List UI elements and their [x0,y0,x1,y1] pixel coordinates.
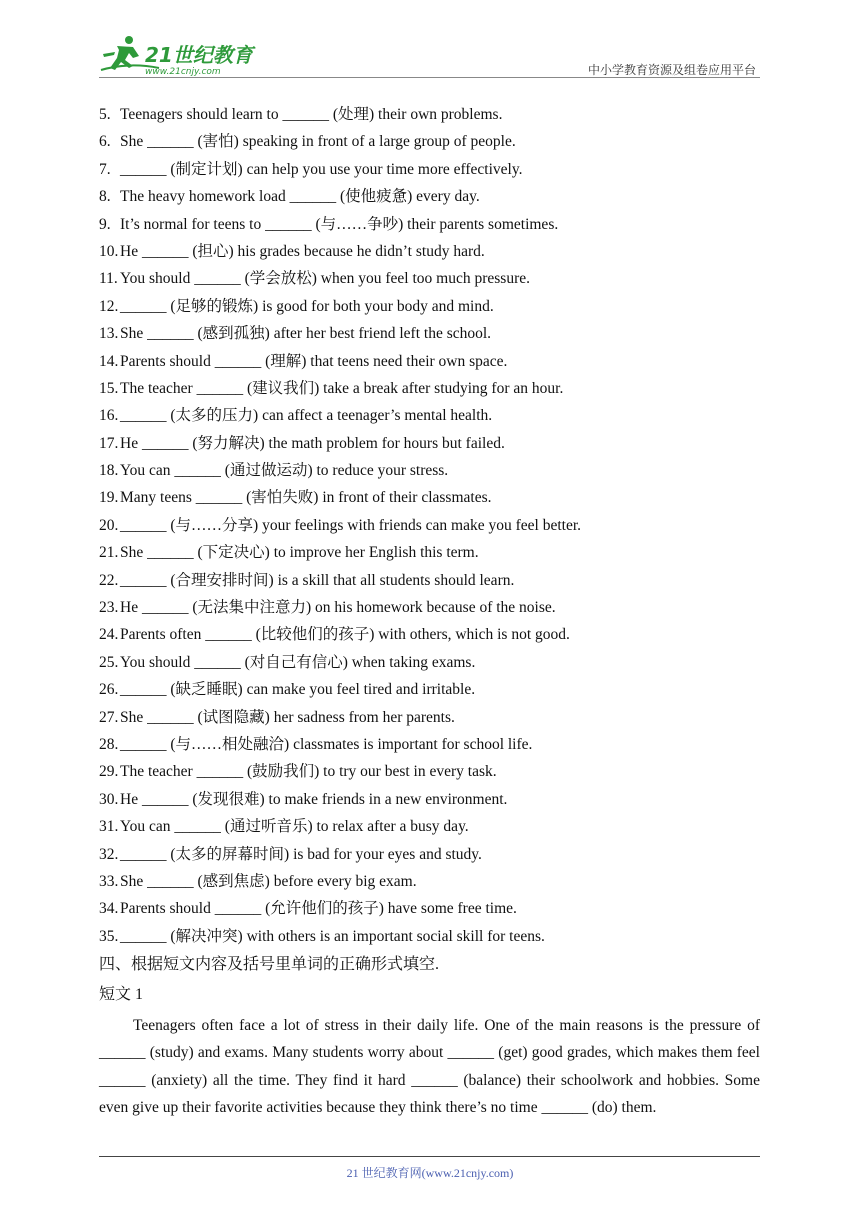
exercise-number: 16. [99,407,119,425]
exercise-text: Teenagers should learn to ______ (处理) their own problems. [120,106,503,123]
exercise-number: 6. [99,133,111,151]
exercise-item [99,731,764,758]
exercise-number: 5. [99,106,111,123]
header-divider [99,77,760,78]
exercise-number: 7. [99,160,111,178]
exercise-number: 12. [99,297,119,315]
exercise-number: 20. [99,516,119,534]
footer-divider [99,1156,760,1157]
exercise-item [99,430,764,457]
exercise-number: 27. [99,708,119,726]
exercise-text: ______ (解决冲突) with others is an important social skill for teens. [120,927,545,945]
svg-text:www.21cnjy.com: www.21cnjy.com [145,67,221,77]
exercise-item [99,293,764,320]
exercise-item [99,594,764,621]
exercise-text: The teacher ______ (鼓励我们) to try our best in every task. [120,763,497,781]
exercise-text: He ______ (无法集中注意力) on his homework because of the noise. [120,599,556,617]
passage-text: Teenagers often face a lot of stress in their daily life. One of the main reasons is the pressure of ______ (study) and exams. Many students worry about ______ (get) good grades, which makes them feel ______ (anxiety) all the time. They find it hard ______ (balance) their schoolwork and hobbies. Some even give up their favorite activities because they think there’s no time ______ (do) them. [99,1017,760,1117]
exercise-text: She ______ (害怕) speaking in front of a large group of people. [120,133,516,151]
exercise-number: 17. [99,434,119,452]
exercise-number: 22. [99,571,119,589]
exercise-item [99,786,764,813]
exercise-item [99,183,764,210]
exercise-number: 35. [99,927,119,945]
exercise-text: You should ______ (学会放松) when you feel too much pressure. [120,270,530,288]
exercise-number: 15. [99,379,119,397]
svg-text:21世纪教育: 21世纪教育 [145,43,253,67]
exercise-text: The teacher ______ (建议我们) take a break after studying for an hour. [120,379,564,397]
exercise-item [99,320,764,347]
exercise-text: Parents should ______ (理解) that teens need their own space. [120,352,508,370]
exercise-number: 30. [99,790,119,808]
exercise-item [99,649,764,676]
exercise-item [99,375,764,402]
exercise-number: 11. [99,270,118,288]
exercise-text: Parents should ______ (允许他们的孩子) have some free time. [120,900,517,918]
exercise-item [99,704,764,731]
exercise-text: She ______ (感到焦虑) before every big exam. [120,872,417,890]
exercise-number: 32. [99,845,119,863]
exercise-item [99,402,764,429]
exercise-item [99,813,764,840]
exercise-item [99,484,764,511]
header-platform-label: 中小学教育资源及组卷应用平台 [587,63,756,77]
exercise-item [99,621,764,648]
exercise-text: You should ______ (对自己有信心) when taking exams. [120,653,476,671]
exercise-text: He ______ (担心) his grades because he didn’t study hard. [120,242,485,260]
exercise-number: 29. [99,763,119,781]
exercise-text: ______ (合理安排时间) is a skill that all students should learn. [120,571,515,589]
exercise-text: You can ______ (通过做运动) to reduce your stress. [120,462,449,480]
exercise-text: ______ (太多的压力) can affect a teenager’s mental health. [120,407,493,425]
exercise-text: He ______ (发现很难) to make friends in a new environment. [120,790,508,808]
exercise-text: ______ (太多的屏幕时间) is bad for your eyes and study. [120,845,482,863]
exercise-text: She ______ (感到孤独) after her best friend left the school. [120,325,492,343]
exercise-text: ______ (缺乏睡眠) can make you feel tired and irritable. [120,681,476,699]
exercise-text: She ______ (试图隐藏) her sadness from her parents. [120,708,455,726]
exercise-item [99,512,764,539]
exercise-item [99,567,764,594]
exercise-number: 18. [99,462,119,480]
exercise-number: 19. [99,489,119,507]
exercise-number: 25. [99,653,119,671]
exercise-item [99,101,764,128]
exercise-number: 14. [99,352,119,370]
exercise-text: ______ (足够的锻炼) is good for both your body and mind. [120,297,494,315]
exercise-item [99,923,764,950]
exercise-number: 23. [99,599,119,617]
exercise-item [99,539,764,566]
exercise-text: ______ (与……分享) your feelings with friends can make you feel better. [120,516,582,534]
exercise-list [99,101,764,950]
exercise-text: He ______ (努力解决) the math problem for hours but failed. [120,434,505,452]
exercise-text: Many teens ______ (害怕失败) in front of their classmates. [120,489,492,507]
exercise-item [99,238,764,265]
exercise-item [99,895,764,922]
page-header [99,34,760,78]
exercise-number: 9. [99,215,111,233]
exercise-item [99,868,764,895]
exercise-text: Parents often ______ (比较他们的孩子) with others, which is not good. [120,626,570,644]
exercise-item [99,348,764,375]
passage-title: 短文 1 [99,986,144,1003]
footer-text: 21 世纪教育网(www.21cnjy.com) [346,1166,514,1180]
exercise-number: 26. [99,681,119,699]
exercise-number: 34. [99,900,119,918]
exercise-number: 28. [99,735,119,753]
exercise-text: It’s normal for teens to ______ (与……争吵) their parents sometimes. [120,215,559,233]
exercise-item [99,128,764,155]
exercise-item [99,156,764,183]
exercise-number: 21. [99,544,119,562]
exercise-item [99,211,764,238]
exercise-text: ______ (制定计划) can help you use your time more effectively. [120,160,523,178]
exercise-number: 13. [99,325,119,343]
exercise-item [99,265,764,292]
exercise-item [99,676,764,703]
exercise-item [99,758,764,785]
exercise-item [99,841,764,868]
exercise-number: 31. [99,818,119,836]
exercise-number: 10. [99,242,119,260]
exercise-number: 24. [99,626,119,644]
site-logo [99,34,269,78]
exercise-number: 33. [99,872,119,890]
exercise-number: 8. [99,188,111,206]
exercise-text: She ______ (下定决心) to improve her English this term. [120,544,479,562]
exercise-item [99,457,764,484]
section-title: 四、根据短文内容及括号里单词的正确形式填空. [99,956,440,973]
exercise-text: ______ (与……相处融洽) classmates is important for school life. [120,735,533,753]
exercise-text: The heavy homework load ______ (使他疲惫) every day. [120,188,480,206]
exercise-text: You can ______ (通过听音乐) to relax after a busy day. [120,818,469,836]
